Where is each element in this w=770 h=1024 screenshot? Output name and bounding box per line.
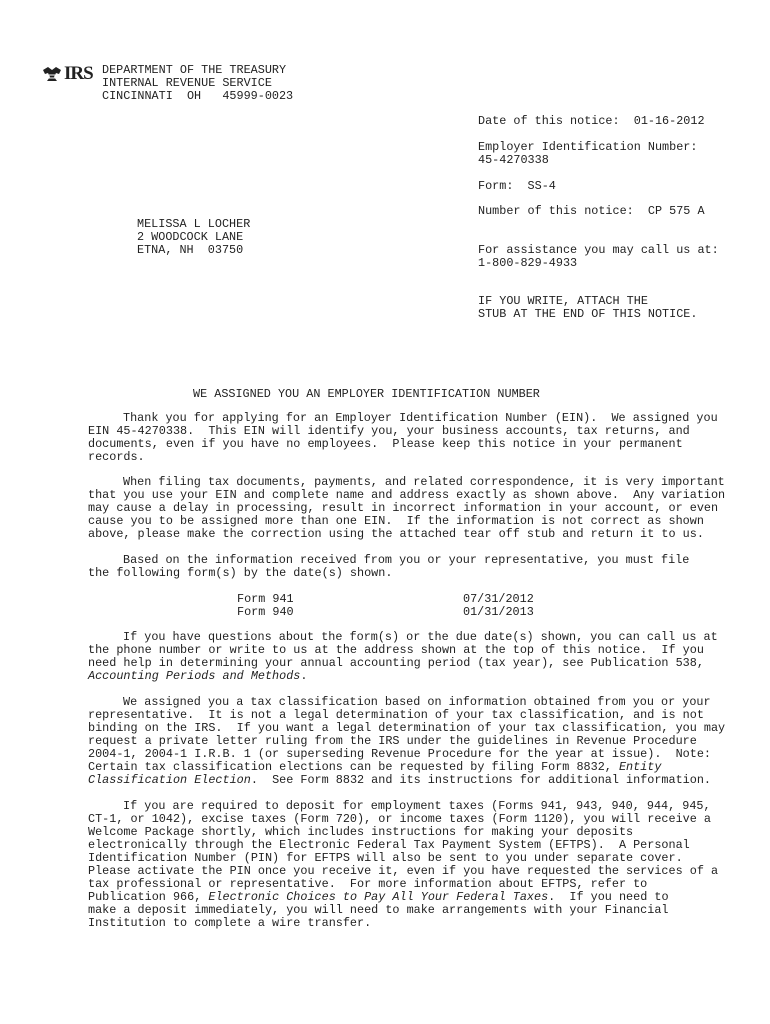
irs-eagle-icon (42, 66, 62, 82)
ein-label: Employer Identification Number: (478, 140, 698, 154)
publication-538-title: Accounting Periods and Methods (88, 669, 301, 683)
paragraph-filing-instructions: When filing tax documents, payments, and related correspondence, it is very important that you use your EIN and complete name and address exactly as shown above. Any variation may cause a delay in processing, result in incorrect information in your account, or even cause you to be assigned more than one EIN. If the information is not correct as shown above, please make the correction using the attached tear off stub and return it to us. (88, 475, 726, 541)
form-8832-title: Entity Classification Election (88, 760, 662, 787)
notice-title: WE ASSIGNED YOU AN EMPLOYER IDENTIFICATION NUMBER (193, 387, 540, 401)
dept-line-1: DEPARTMENT OF THE TREASURY (102, 63, 287, 77)
write-instruction-2: STUB AT THE END OF THIS NOTICE. (478, 307, 698, 321)
assistance-phone: 1-800-829-4933 (478, 256, 578, 270)
assistance-label: For assistance you may call us at: (478, 243, 719, 257)
paragraph-tax-classification: We assigned you a tax classification based on information obtained from you or your representative. It is not a legal determination of your tax classification, and is not binding on the IRS. If you want a legal determination of your tax classification, you may request a private letter ruling from the IRS under the guidelines in Revenue Procedure 2004-1, 2004-1 I.R.B. 1 (or superseding Revenue Procedure for the year at issue). Note: Certain tax classification elections can be requested by filing Form 8832, Entity Classification Election. See Form 8832 and its instructions for additional information. (88, 695, 726, 787)
form-due-date: 07/31/2012 (463, 592, 534, 606)
publication-966-title: Electronic Choices to Pay All Your Federal Taxes (208, 890, 549, 904)
irs-logo (42, 64, 102, 84)
dept-line-2: INTERNAL REVENUE SERVICE (102, 76, 272, 90)
form-name: Form 940 (237, 605, 294, 619)
dept-line-3: CINCINNATI OH 45999-0023 (102, 89, 294, 103)
paragraph-ein-assigned: Thank you for applying for an Employer Identification Number (EIN). We assigned you EIN 45-4270338. This EIN will identify you, your business accounts, tax returns, and documents, even if you have no employees. Please keep this notice in your permanent records. (88, 411, 718, 464)
recipient-name: MELISSA L LOCHER (137, 217, 251, 231)
irs-logo-text: IRS (64, 63, 93, 84)
form-due-date: 01/31/2013 (463, 605, 534, 619)
paragraph-questions: If you have questions about the form(s) or the due date(s) shown, you can call us at the phone number or write to us at the address shown at the top of this notice. If you need help in determining your annual accounting period (tax year), see Publication 538, Accounting Periods and Methods. (88, 630, 718, 683)
paragraph-forms-due: Based on the information received from you or your representative, you must file the following form(s) by the date(s) shown. (88, 553, 690, 580)
recipient-street: 2 WOODCOCK LANE (137, 230, 244, 244)
form-name: Form 941 (237, 592, 294, 606)
form-line: Form: SS-4 (478, 179, 556, 193)
write-instruction-1: IF YOU WRITE, ATTACH THE (478, 294, 648, 308)
ein-value: 45-4270338 (478, 153, 549, 167)
paragraph-eftps: If you are required to deposit for employment taxes (Forms 941, 943, 940, 944, 945, CT-1, or 1042), excise taxes (Form 720), or income taxes (Form 1120), you will receive a Welcome Package shortly, which includes instructions for making your deposits electronically through the Electronic Federal Tax Payment System (EFTPS). A Personal Identification Number (PIN) for EFTPS will also be sent to you under separate cover. Please activate the PIN once you receive it, even if you have requested the services of a tax professional or representative. For more information about EFTPS, refer to Publication 966, Electronic Choices to Pay All Your Federal Taxes. If you need to make a deposit immediately, you will need to make arrangements with your Financial Institution to complete a wire transfer. (88, 799, 719, 930)
notice-date: Date of this notice: 01-16-2012 (478, 114, 705, 128)
notice-number: Number of this notice: CP 575 A (478, 204, 705, 218)
recipient-city-state-zip: ETNA, NH 03750 (137, 243, 244, 257)
